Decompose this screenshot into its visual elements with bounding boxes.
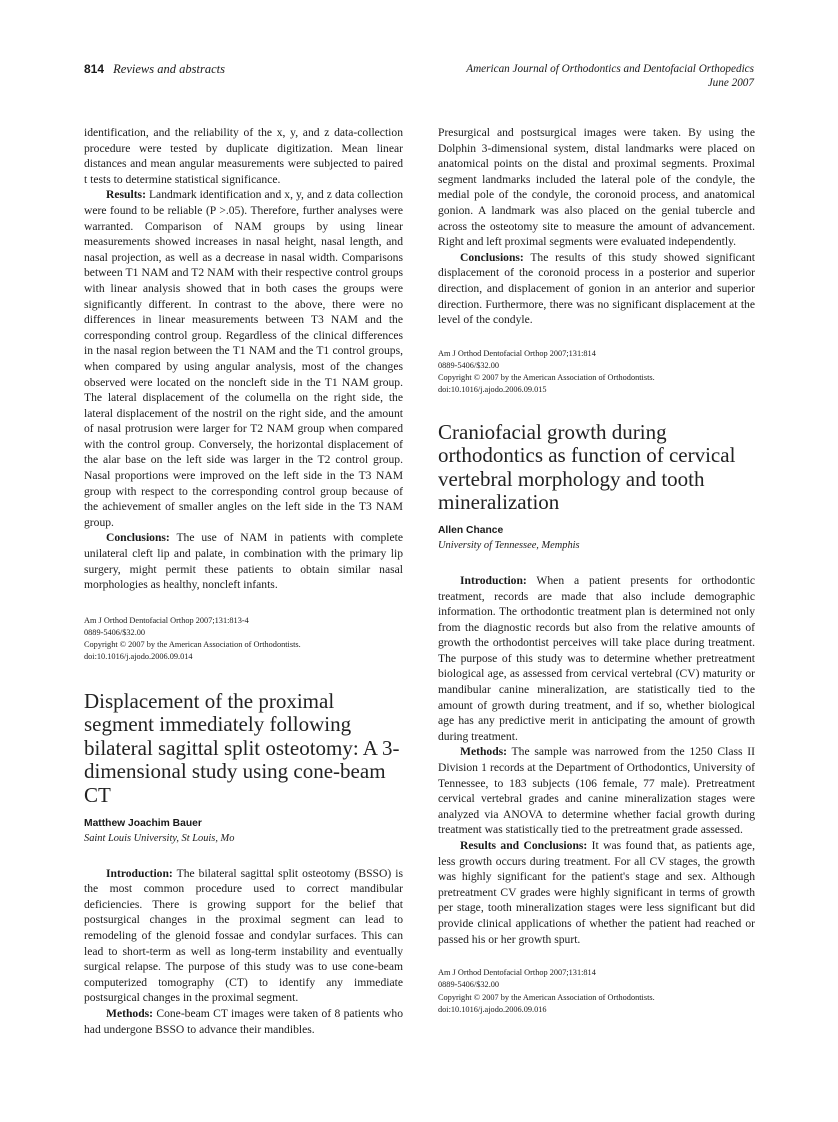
results-conclusions-label: Results and Conclusions: <box>460 839 588 852</box>
citation-price: 0889-5406/$32.00 <box>438 360 500 370</box>
citation-block <box>438 967 755 1016</box>
left-column <box>84 125 403 1037</box>
citation-block <box>84 615 403 664</box>
continued-paragraph: identification, and the reliability of the x, y, and z data-collection procedure were tested by duplicate digitization. Mean linear distances and mean angular measurements were subjected to paired t tests to determine statistical significance. <box>84 126 403 186</box>
citation-price: 0889-5406/$32.00 <box>438 980 500 990</box>
page-number: 814 <box>84 62 105 76</box>
right-column <box>438 125 755 1016</box>
article-author: Matthew Joachim Bauer <box>84 817 202 829</box>
article-title: Craniofacial growth during orthodontics as function of cervical vertebral morphology and tooth mineralization <box>438 419 736 515</box>
article-author: Allen Chance <box>438 524 504 536</box>
conclusions-text: The use of NAM in patients with complete unilateral cleft lip and palate, in combination with the primary lip surgery, might permit these patients to obtain similar nasal morphologies as healthy, noncleft infants. <box>84 531 403 592</box>
conclusions-paragraph <box>438 250 755 328</box>
methods-label: Methods: <box>460 745 508 759</box>
running-header-right <box>466 62 754 90</box>
citation-ref: Am J Orthod Dentofacial Orthop 2007;131:814 <box>438 968 596 978</box>
methods-text: Cone-beam CT images were taken of 8 patients who had undergone BSSO to advance their mandibles. <box>84 1006 403 1036</box>
results-paragraph <box>84 187 403 530</box>
article-affiliation: Saint Louis University, St Louis, Mo <box>84 832 235 844</box>
citation-doi: doi:10.1016/j.ajodo.2006.09.016 <box>438 1004 547 1014</box>
introduction-paragraph <box>84 866 403 1006</box>
section-name: Reviews and abstracts <box>113 62 225 76</box>
continued-paragraph: Presurgical and postsurgical images were taken. By using the Dolphin 3-dimensional system, distal landmarks were placed on anatomical points on the distal and proximal segments. Proximal segment landmarks included the lateral pole of the condyle, the medial pole of the condyle, the coronoid process, and anatomical gonion. A landmark was also placed on the genial tubercle and across the osteotomy site to measure the amount of advancement. Right and left proximal segments were evaluated independently. <box>438 126 755 249</box>
results-conclusions-text: It was found that, as patients age, less growth occurs during treatment. For all CV stages, the growth was highly significant for the patient's stage and sex. Although pretreatment CV grades were highly significant in terms of growth per stage, tooth mineralization stages were less significant but did provide clinical applications of whether the patient had reached or passed his or her growth spurt. <box>438 839 755 946</box>
citation-ref: Am J Orthod Dentofacial Orthop 2007;131:814 <box>438 348 596 358</box>
results-label: Results: <box>106 188 146 202</box>
citation-doi: doi:10.1016/j.ajodo.2006.09.014 <box>84 652 193 662</box>
citation-copyright: Copyright © 2007 by the American Association of Orthodontists. <box>84 640 301 650</box>
introduction-paragraph <box>438 573 755 745</box>
results-text: Landmark identification and x, y, and z data collection were found to be reliable (P >.05). Therefore, further analyses were warranted. Comparison of NAM groups by using linear measurements showed increases in nasal height, nasal length, and nasal projection, as well as a decrease in nasal width. Comparisons between T1 NAM and T2 NAM with their respective control groups with linear analysis showed that in both cases the groups were significantly different. In contrast to the above, there were no differences in linear measurements between T3 NAM and the corresponding control group. Regardless of the clinical differences in the nasal region between the T1 NAM and the T1 control groups, when compared by using angular analysis, most of the changes observed were located on the noncleft side in the T1 NAM group. The lateral displacement of the columella on the right side, the lateral displacement of the nostril on the right side, and the amount of nasal protrusion were larger for T2 NAM group when compared with the control group. Conversely, the horizontal displacement of the alar base on the left side was larger in the T2 control group. Nasal proportions were improved on the left side in the T3 NAM group with respect to the corresponding control group because of the achievement of smaller angles on the left side in the T3 NAM group. <box>84 188 403 529</box>
citation-doi: doi:10.1016/j.ajodo.2006.09.015 <box>438 385 547 395</box>
methods-paragraph <box>438 744 755 838</box>
citation-block <box>438 348 755 397</box>
conclusions-paragraph <box>84 530 403 592</box>
conclusions-label: Conclusions: <box>106 531 170 545</box>
citation-copyright: Copyright © 2007 by the American Association of Orthodontists. <box>438 992 655 1002</box>
issue-date: June 2007 <box>707 77 754 89</box>
citation-price: 0889-5406/$32.00 <box>84 628 146 638</box>
introduction-text: The bilateral sagittal split osteotomy (BSSO) is the most common procedure used to correct mandibular deficiencies. There is growing support for the belief that postsurgical changes in the proximal segment can lead to remodeling of the glenoid fossae and condylar surfaces. This can lead to short-term as well as long-term instability and eventually surgical relapse. The purpose of this study was to use cone-beam computerized tomography (CT) to identify any immediate postsurgical changes in the proximal segment. <box>84 866 403 1005</box>
citation-copyright: Copyright © 2007 by the American Association of Orthodontists. <box>438 373 655 383</box>
introduction-label: Introduction: <box>106 866 173 880</box>
introduction-text: When a patient presents for orthodontic treatment, records are made that also include demographic information. The orthodontic treatment plan is determined not only from the diagnostic records but also from the relative amounts of growth the orthodontist perceives will take place during treatment. The purpose of this study was to determine whether pretreatment biological age, as assessed from cervical vertebral (CV) maturity or mandibular canine mineralization, are statistically tied to the amount of growth during treatment, and if so, whether biological age has any predictive merit in anticipating the amount of growth during treatment. <box>438 573 755 743</box>
methods-paragraph <box>84 1006 403 1037</box>
article-affiliation: University of Tennessee, Memphis <box>438 539 580 551</box>
conclusions-text: The results of this study showed significant displacement of the coronoid process in a posterior and superior direction, and displacement of gonion in an anterior and superior direction. Furthermore, there was no significant displacement at the level of the condyle. <box>438 250 755 327</box>
running-header-left <box>84 62 225 77</box>
article-title: Displacement of the proximal segment immediately following bilateral sagittal split osteotomy: A 3-dimensional study using cone-beam CT <box>84 688 400 807</box>
methods-text: The sample was narrowed from the 1250 Class II Division 1 records at the Department of Orthodontics, University of Tennessee, to 183 subjects (106 female, 77 male). Pretreatment cervical vertebral grades and canine mineralization stages were analyzed via ANOVA to determine whether facial growth during treatment was statistically tied to the pretreatment grade assessed. <box>438 745 755 837</box>
citation-ref: Am J Orthod Dentofacial Orthop 2007;131:813-4 <box>84 615 249 625</box>
introduction-label: Introduction: <box>460 573 527 587</box>
methods-label: Methods: <box>106 1006 154 1020</box>
journal-name: American Journal of Orthodontics and Dentofacial Orthopedics <box>466 63 754 75</box>
results-conclusions-paragraph <box>438 838 755 947</box>
conclusions-label: Conclusions: <box>460 250 524 264</box>
